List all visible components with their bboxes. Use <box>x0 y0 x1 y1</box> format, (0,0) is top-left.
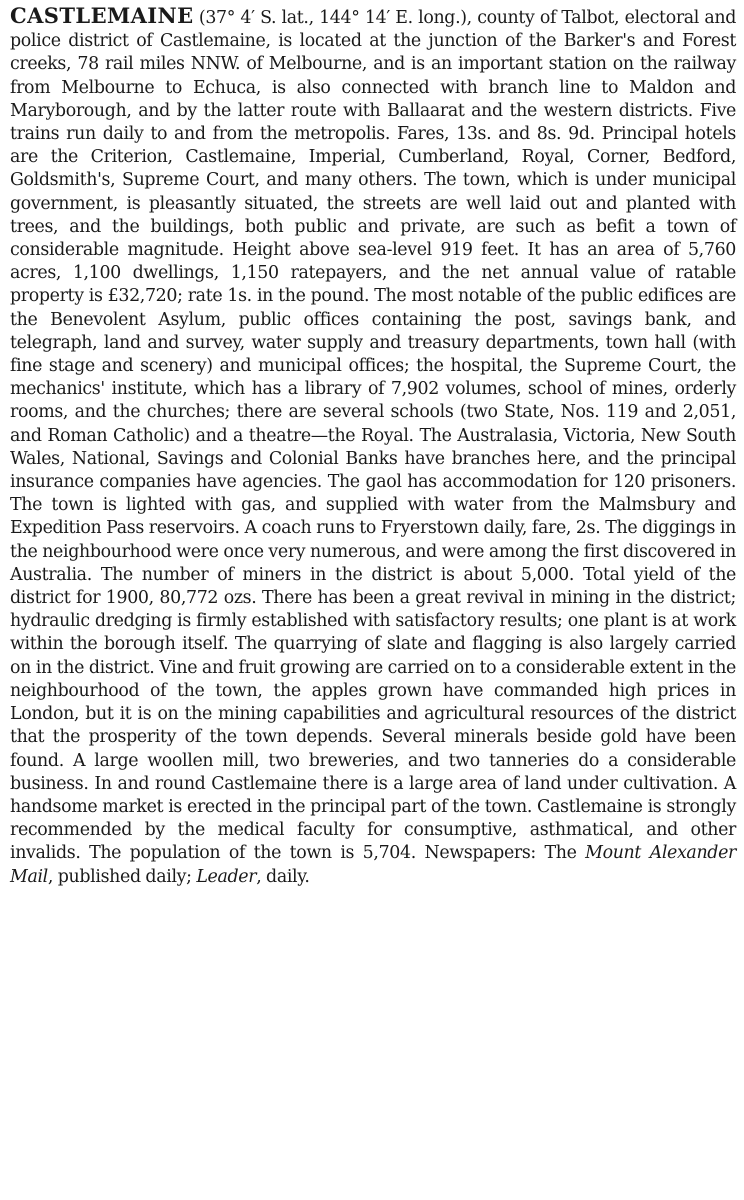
entry-body-text: (37° 4′ S. lat., 144° 14′ E. long.), county of Talbot, electoral and police district of Castlemaine, is located at the junction of the Barker's and Forest creeks, 78 rail miles NNW. of Melbourne, and is an important station on the railway from Melbourne to Echuca, is also connected with branch line to Maldon and Maryborough, and by the latter route with Ballaarat and the western districts. Five trains run daily to and from the metropolis. Fares, 13s. and 8s. 9d. Principal hotels are the Criterion, Castlemaine, Imperial, Cumberland, Royal, Corner, Bedford, Goldsmith's, Supreme Court, and many others. The town, which is under municipal government, is pleasantly situated, the streets are well laid out and planted with trees, and the buildings, both public and private, are such as befit a town of considerable magnitude. Height above sea-level 919 feet. It has an area of 5,760 acres, 1,100 dwellings, 1,150 ratepayers, and the net annual value of ratable property is £32,720; rate 1s. in the pound. The most notable of the public edifices are the Benevolent Asylum, public offices containing the post, savings bank, and telegraph, land and survey, water supply and treasury departments, town hall (with fine stage and scenery) and municipal offices; the hospital, the Supreme Court, the mechanics' institute, which has a library of 7,902 volumes, school of mines, orderly rooms, and the churches; there are several schools (two State, Nos. 119 and 2,051, and Roman Catholic) and a theatre—the Royal. The Australasia, Victoria, New South Wales, National, Savings and Colonial Banks have branches here, and the principal insurance companies have agencies. The gaol has accommodation for 120 prisoners. The town is lighted with gas, and supplied with water from the Malmsbury and Expedition Pass reservoirs. A coach runs to Fryerstown daily, fare, 2s. The diggings in the neighbourhood were once very numerous, and were among the first discovered in Australia. The number of miners in the district is about 5,000. Total yield of the district for 1900, 80,772 ozs. There has been a great revival in mining in the district; hydraulic dredging is firmly established with satisfactory results; one plant is at work within the borough itself. The quarrying of slate and flagging is also largely carried on in the district. Vine and fruit growing are carried on to a considerable extent in the neighbourhood of the town, the apples grown have commanded high prices in London, but it is on the mining capabilities and agricultural resources of the district that the prosperity of the town depends. Several minerals beside gold have been found. A large woollen mill, two breweries, and two tanneries do a considerable business. In and round Castlemaine there is a large area of land under cultivation. A handsome market is erected in the principal part of the town. Castlemaine is strongly recommended by the medical faculty for consumptive, asthmatical, and other invalids. The population of the town is 5,704. Newspapers: The <box>10 8 736 864</box>
gazetteer-entry <box>10 4 736 889</box>
newspaper-title-leader: Leader <box>196 866 257 887</box>
newspaper-title-mount-alexander-mail: Mount Alexander Mail <box>10 843 736 887</box>
entry-body-text-continued: , published daily; <box>47 866 197 887</box>
entry-headword: CASTLEMAINE <box>10 3 194 28</box>
entry-body-text-end: , daily. <box>256 866 310 887</box>
